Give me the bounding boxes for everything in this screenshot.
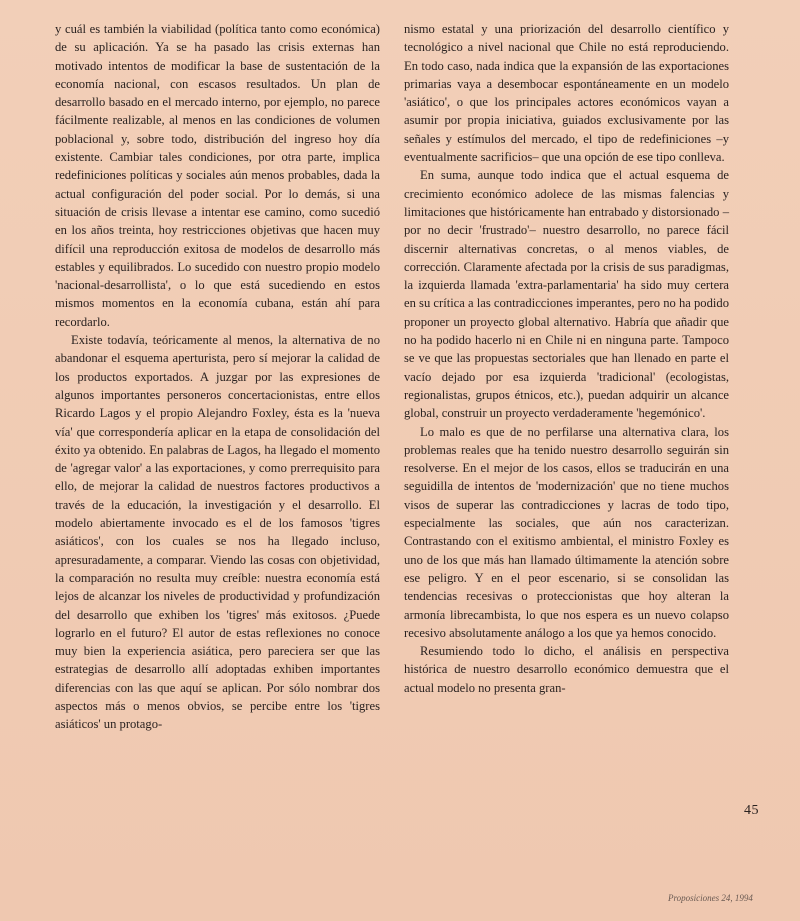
- paragraph: Existe todavía, teóricamente al menos, la alternativa de no abandonar el esquema aperturista, pero sí mejorar la calidad de los productos exportados. A juzgar por las expresiones de algunos importantes personeros concertacionistas, entre ellos Ricardo Lagos y el propio Alejandro Foxley, ésta es la 'nueva vía' que correspondería aplicar en la etapa de consolidación del éxito ya obtenido. En palabras de Lagos, ha llegado el momento de 'agregar valor' a las exportaciones, y como prerrequisito para ello, de mejorar la calidad de nuestros factores productivos a través de la educación, la investigación y el desarrollo. El modelo abiertamente invocado es el de los famosos 'tigres asiáticos', con los cuales se nos ha llegado incluso, apresuradamente, a comparar. Viendo las cosas con objetividad, la comparación no resulta muy creíble: nuestra economía está lejos de alcanzar los niveles de productividad y profundización del desarrollo que exhiben los 'tigres' más exitosos. ¿Puede lograrlo en el futuro? El autor de estas reflexiones no conoce muy bien la experiencia asiática, pero pareciera ser que las estrategias de desarrollo allí adoptadas exhiben importantes diferencias con las que aquí se aplican. Por sólo nombrar dos aspectos más o menos obvios, se percibe entre los 'tigres asiáticos' un protago-: [55, 333, 380, 732]
- paragraph: y cuál es también la viabilidad (política tanto como económica) de su aplicación. Ya se ha pasado las crisis externas han motivado intentos de modificar la base de sustentación de la economía nacional, con escasos resultados. Un plan de desarrollo basado en el mercado interno, por ejemplo, no parece fácilmente realizable, al menos en las condiciones de volumen poblacional y, sobre todo, distribución del ingreso hoy día existente. Cambiar tales condiciones, por otra parte, implica redefiniciones políticas y sociales aún menos probables, dada la actual configuración del poder social. Por lo demás, si una situación de crisis llevase a intentar ese camino, como sucedió en los años treinta, hoy restricciones objetivas que hacen muy difícil una reproducción exitosa de modelos de desarrollo más estables y equilibrados. Lo sucedido con nuestro propio modelo 'nacional-desarrollista', o lo que está sucediendo en estos mismos momentos en la economía cubana, están ahí para recordarlo.: [55, 22, 380, 329]
- page-number: 45: [744, 803, 759, 818]
- right-text-column: [404, 20, 729, 697]
- paragraph: En suma, aunque todo indica que el actual esquema de crecimiento económico adolece de las mismas falencias y limitaciones que históricamente han entrabado y distorsionado –por no decir 'frustrado'– nuestro desarrollo, no parece fácil discernir alternativas concretas, o al menos viables, de corrección. Claramente afectada por la crisis de sus paradigmas, la izquierda llamada 'extra-parlamentaria' ha sido muy certera en su crítica a las contradicciones imperantes, pero no ha podido proponer un proyecto global alternativo. Habría que añadir que no ha podido hacerlo ni en Chile ni en ninguna parte. Tampoco se ve que las propuestas sectoriales que han llenado en parte el vacío dejado por esa izquierda 'tradicional' (ecologistas, regionalistas, grupos étnicos, etc.), puedan adquirir un alcance global, construir un proyecto verdaderamente 'hegemónico'.: [404, 168, 729, 421]
- paragraph: Lo malo es que de no perfilarse una alternativa clara, los problemas reales que ha tenido nuestro desarrollo seguirán sin resolverse. En el mejor de los casos, ellos se traducirán en una seguidilla de intentos de 'modernización' que no tiene muchos visos de superar las contradicciones y lacras de todo tipo, especialmente las sociales, que aún nos caracterizan. Contrastando con el exitismo ambiental, el ministro Foxley es uno de los que más han llamado últimamente la atención sobre ese peligro. Y en el peor escenario, si se consolidan las tendencias recesivas o proteccionistas que hoy alteran la armonía librecambista, lo que nos espera es un nuevo colapso recesivo absolutamente análogo a los que ya hemos conocido.: [404, 424, 729, 640]
- paragraph: Resumiendo todo lo dicho, el análisis en perspectiva histórica de nuestro desarrollo económico demuestra que el actual modelo no presenta gran-: [404, 644, 729, 695]
- left-text-column: [55, 20, 380, 734]
- running-footer: Proposiciones 24, 1994: [668, 893, 753, 903]
- paragraph: nismo estatal y una priorización del desarrollo científico y tecnológico a nivel nacional que Chile no está reproduciendo. En todo caso, nada indica que la expansión de las exportaciones primarias vaya a desembocar espontáneamente en un modelo 'asiático', o que los principales actores económicos vayan a asumir por propia iniciativa, guiados exclusivamente por las señales y estímulos del mercado, el tipo de redefiniciones –y eventualmente sacrificios– que una opción de ese tipo conlleva.: [404, 22, 729, 165]
